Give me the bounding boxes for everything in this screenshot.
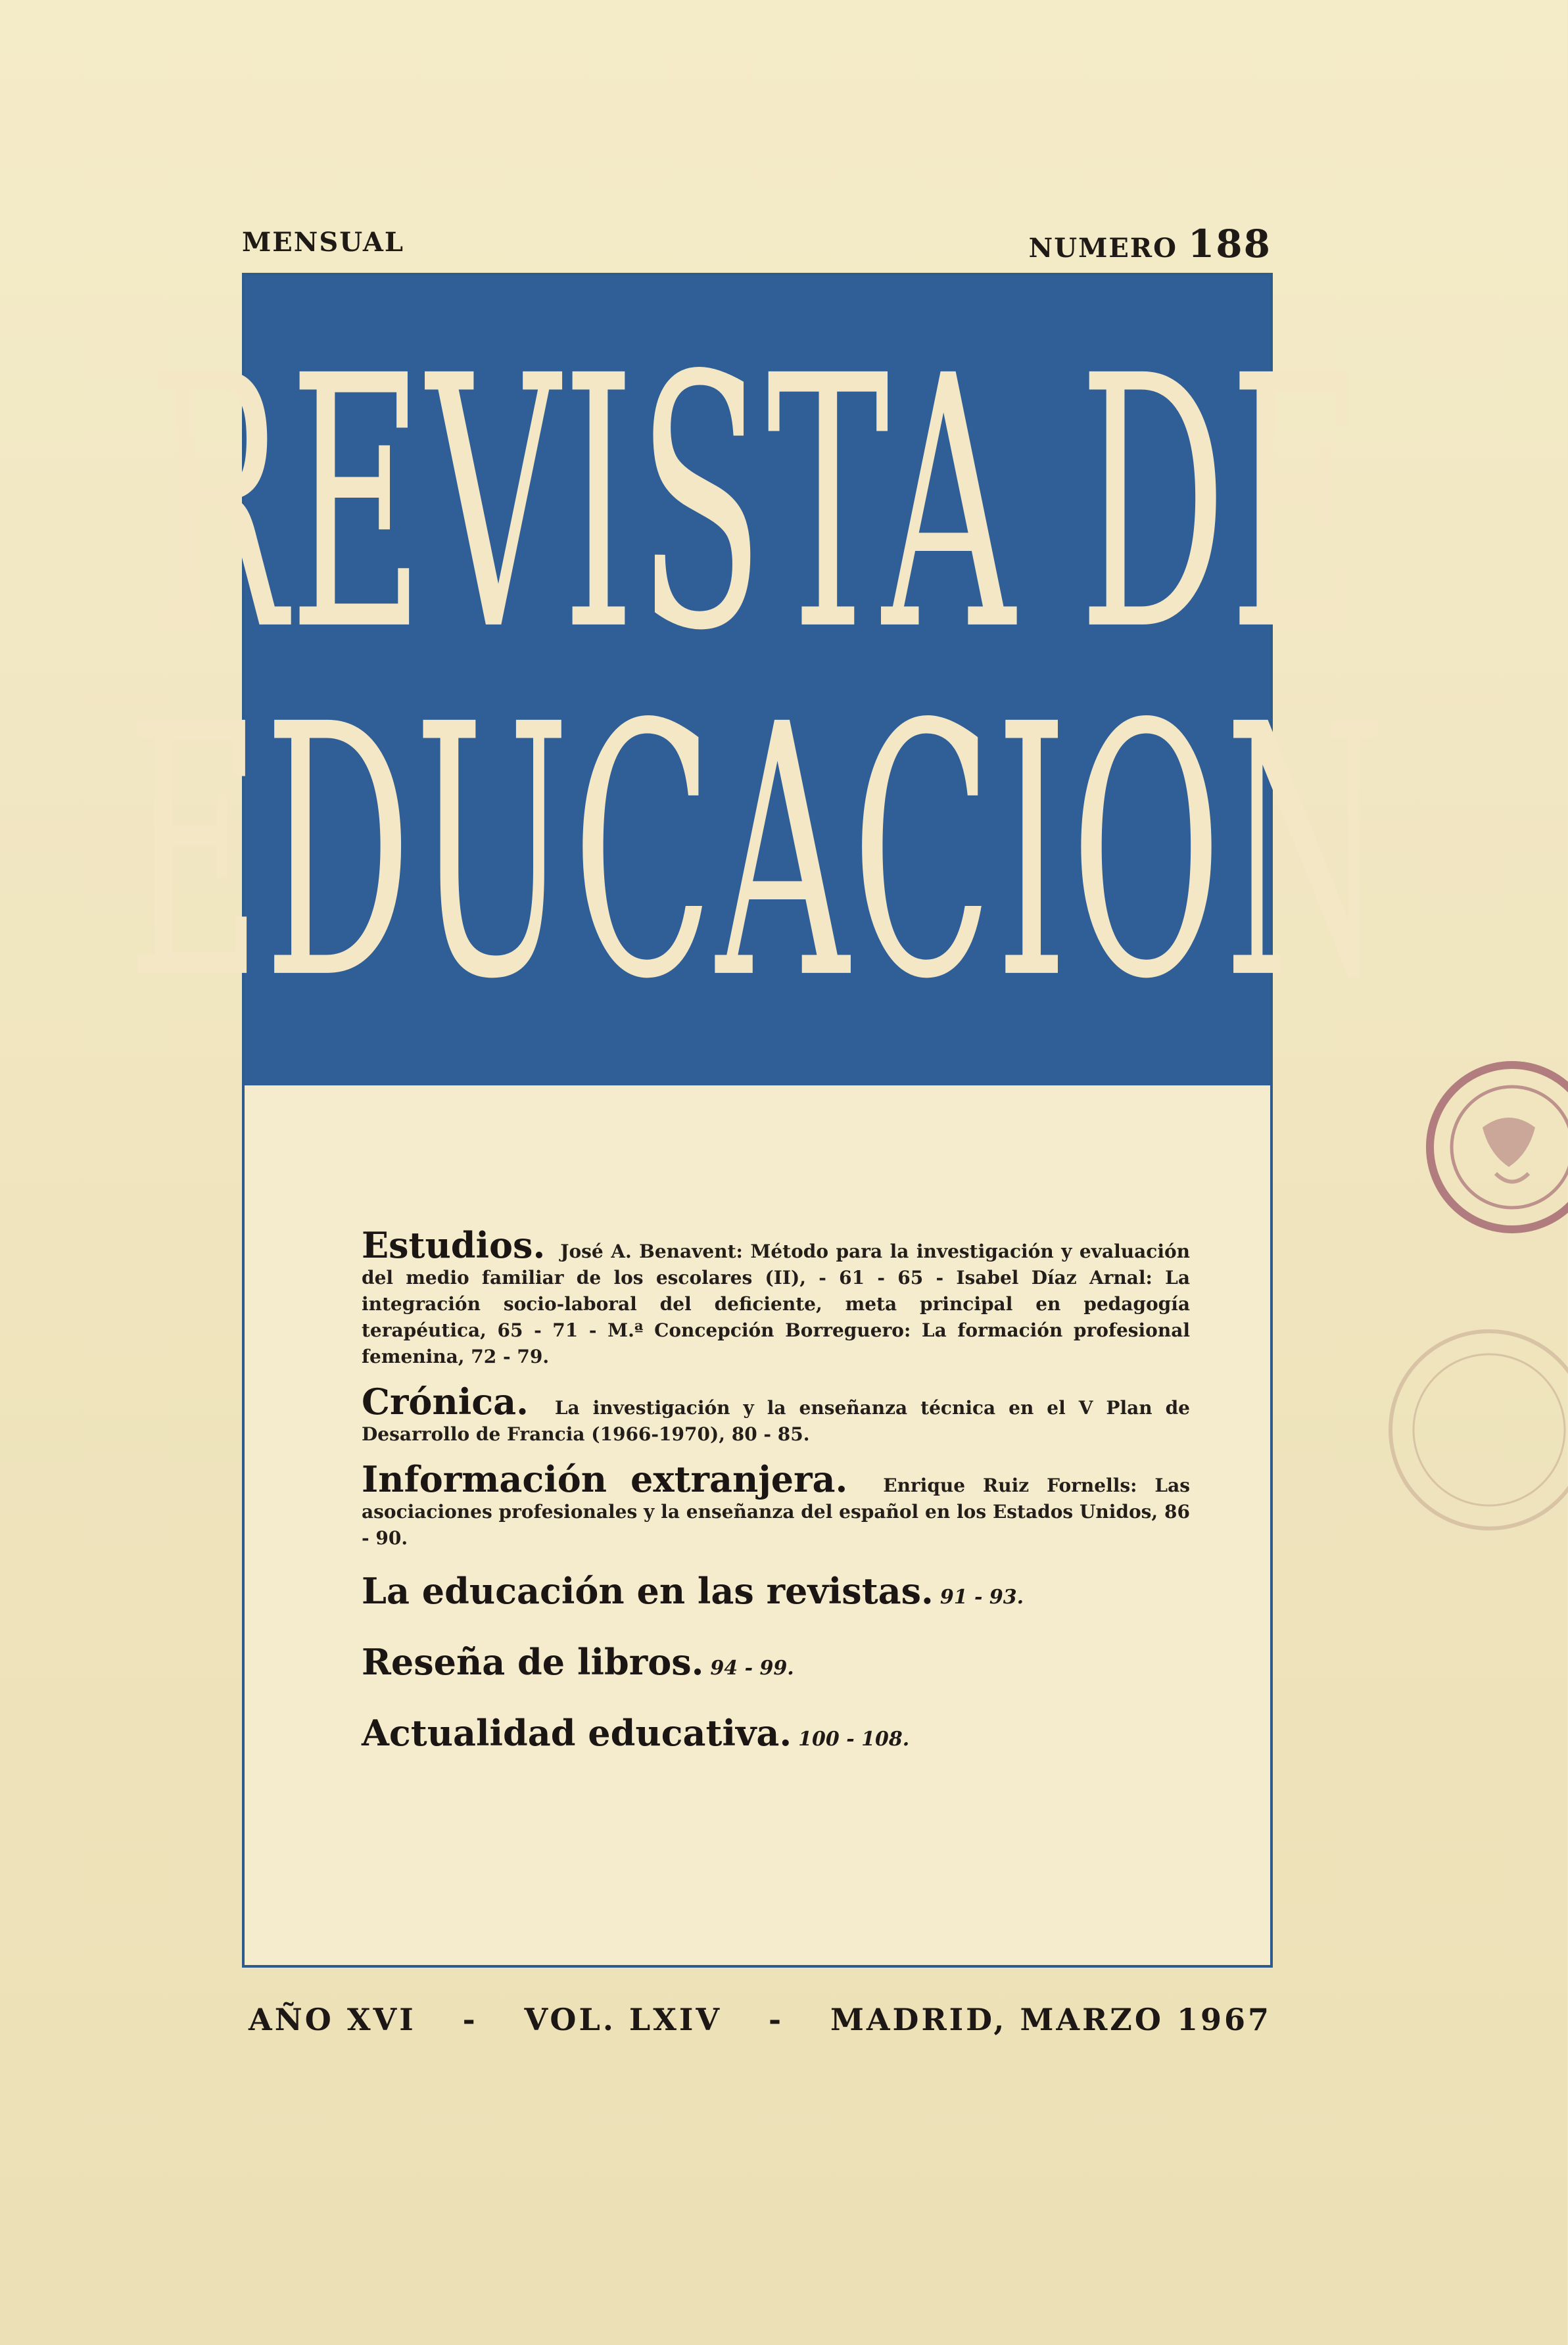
imprint-place-date: MADRID, MARZO 1967 — [830, 2002, 1271, 2037]
toc-heading: Estudios. — [362, 1224, 546, 1266]
toc-entry-revistas — [362, 1570, 1190, 1612]
title-block — [126, 275, 1389, 1085]
toc-heading: Reseña de libros. — [362, 1641, 704, 1683]
toc-text: José A. Benavent: Método para la investigación y evaluación del medio familiar de los escolares (II), - 61 - 65 - Isabel Díaz Arnal: La integración socio-laboral del deficiente, meta principal en pedagogía terapéutica, 65 - 71 - M.ª Concepción Borreguero: La formación profesional femenina, 72 - 79. — [362, 1241, 1191, 1367]
title-line-1 — [148, 303, 1367, 707]
title-text-1: REVISTA DE — [148, 303, 1367, 707]
title-text-2: EDUCACION — [126, 651, 1389, 1056]
toc-heading: La educación en las revistas. — [362, 1570, 934, 1612]
table-of-contents — [362, 1224, 1191, 1783]
toc-heading: Crónica. — [362, 1381, 529, 1423]
frequency-label: MENSUAL — [242, 227, 405, 258]
imprint-line — [249, 1997, 1271, 2043]
library-stamp-icon — [1397, 1035, 1568, 1246]
imprint-volume: VOL. LXIV — [524, 2002, 723, 2037]
toc-pages: 91 - 93. — [939, 1586, 1024, 1609]
imprint-separator: - — [462, 2002, 478, 2037]
toc-pages: 94 - 99. — [710, 1657, 794, 1680]
toc-heading: Actualidad educativa. — [362, 1712, 792, 1754]
toc-entry-cronica — [362, 1381, 1190, 1448]
toc-entry-estudios — [362, 1224, 1191, 1370]
toc-text: Enrique Ruiz Fornells: Las asociaciones profesionales y la enseñanza del español en los Estados Unidos, 86 - 90. — [362, 1475, 1190, 1549]
faint-stamp-icon — [1338, 1321, 1567, 1538]
imprint-year: AÑO XVI — [249, 2002, 416, 2037]
masthead-line — [242, 222, 1271, 273]
toc-pages: 100 - 108. — [798, 1728, 910, 1751]
toc-text: La investigación y la enseñanza técnica en el V Plan de Desarrollo de Francia (1966-1970), 80 - 85. — [362, 1397, 1190, 1445]
cover-panel — [126, 273, 1389, 1968]
toc-entry-actualidad — [362, 1712, 1190, 1754]
imprint-separator: - — [768, 2002, 784, 2037]
issue-value: 188 — [1187, 222, 1271, 266]
toc-entry-informacion — [362, 1458, 1190, 1551]
toc-heading: Información extranjera. — [362, 1458, 848, 1500]
title-line-2 — [126, 651, 1389, 1056]
toc-entry-libros — [362, 1641, 1190, 1683]
issue-label: NUMERO — [1028, 233, 1177, 264]
issue-number — [1029, 222, 1271, 266]
